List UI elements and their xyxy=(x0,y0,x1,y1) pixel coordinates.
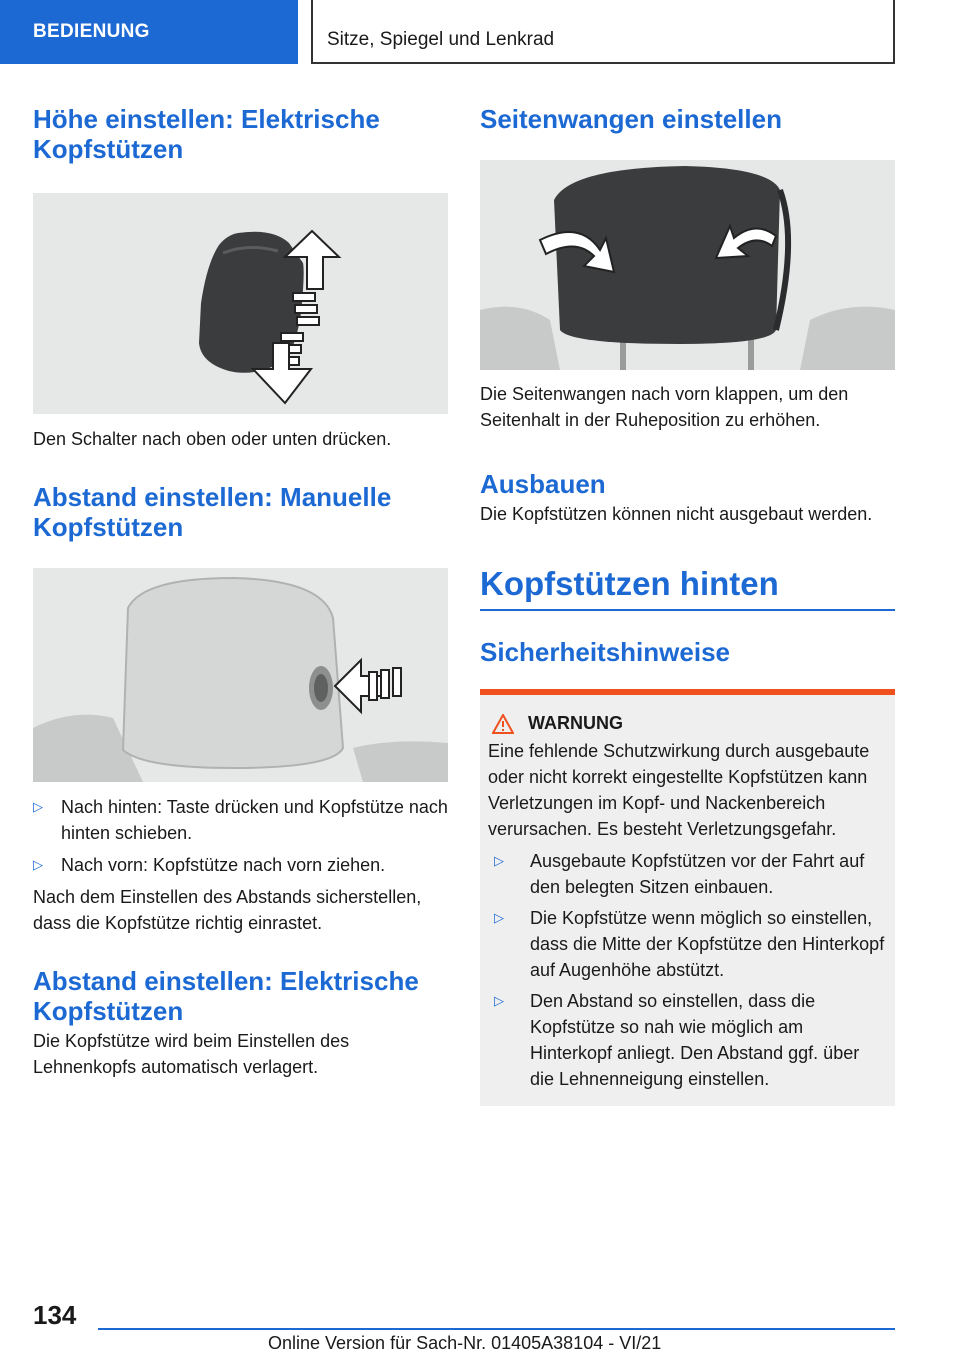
warning-text: Eine fehlende Schutzwirkung durch ausgebaute oder nicht korrekt eingestellte Kopfstützen kann Verletzungen im Kopf- und Nackenbereich verursachen. Es besteht Verletzungsgefahr. xyxy=(488,741,870,839)
header-section-tab: BEDIENUNG xyxy=(0,0,298,64)
text-engage-check: Nach dem Einstellen des Abstands sicherstellen, dass die Kopfstütze richtig einrastet. xyxy=(33,887,422,933)
text-remove: Die Kopfstützen können nicht ausgebaut werden. xyxy=(480,504,873,524)
warning-title-row xyxy=(492,713,887,734)
list-item-text: Den Abstand so einstellen, dass die Kopfstütze so nah wie möglich am Hinterkopf anliegt. Den Abstand ggf. über die Lehnenneigung einstellen. xyxy=(530,991,860,1089)
warning-title: WARNUNG xyxy=(528,713,623,733)
warning-list xyxy=(488,848,887,1092)
heading-distance-electric: Abstand einstellen: Elektrische Kopfstützen xyxy=(33,966,419,1026)
left-column xyxy=(33,104,448,1080)
page-number: 134 xyxy=(33,1300,77,1330)
list-item xyxy=(33,794,448,846)
list-item-text: Nach hinten: Taste drücken und Kopfstütze nach hinten schieben. xyxy=(61,797,448,843)
heading-rear-headrests: Kopfstützen hinten xyxy=(480,565,895,611)
heading-distance-manual: Abstand einstellen: Manuelle Kopfstützen xyxy=(33,482,392,542)
triangle-bullet-icon: ▷ xyxy=(494,853,504,868)
list-item-text: Die Kopfstütze wenn möglich so einstellen, dass die Mitte der Kopfstütze den Hinterkopf auf Augenhöhe abstützt. xyxy=(530,908,885,980)
heading-safety-notes: Sicherheitshinweise xyxy=(480,637,730,667)
heading-height-electric: Höhe einstellen: Elektrische Kopfstützen xyxy=(33,104,380,164)
side-bolster-illustration xyxy=(480,160,895,370)
triangle-bullet-icon: ▷ xyxy=(494,910,504,925)
switch-height-illustration xyxy=(33,193,448,414)
footer-online-version: Online Version für Sach-Nr. 01405A38104 - VI/21 xyxy=(268,1333,662,1353)
list-item xyxy=(33,852,448,878)
list-item xyxy=(494,905,887,983)
manual-adjust-list xyxy=(33,794,448,878)
text-side-bolsters: Die Seitenwangen nach vorn klappen, um den Seitenhalt in der Ruheposition zu erhöhen. xyxy=(480,384,849,430)
triangle-bullet-icon: ▷ xyxy=(33,857,43,872)
list-item xyxy=(494,848,887,900)
list-item-text: Ausgebaute Kopfstützen vor der Fahrt auf den belegten Sitzen einbauen. xyxy=(530,851,865,897)
footer-divider xyxy=(98,1328,895,1330)
manual-headrest-illustration xyxy=(33,568,448,782)
right-column xyxy=(480,104,895,1106)
text-switch-instruction: Den Schalter nach oben oder unten drücken. xyxy=(33,429,392,449)
triangle-bullet-icon: ▷ xyxy=(33,799,43,814)
list-item xyxy=(494,988,887,1092)
warning-triangle-icon xyxy=(492,714,514,734)
header-chapter-title: Sitze, Spiegel und Lenkrad xyxy=(311,0,895,64)
heading-side-bolsters: Seitenwangen einstellen xyxy=(480,104,782,134)
warning-box xyxy=(480,689,895,1106)
text-electric-auto: Die Kopfstütze wird beim Einstellen des Lehnenkopfs automatisch verlagert. xyxy=(33,1031,350,1077)
list-item-text: Nach vorn: Kopfstütze nach vorn ziehen. xyxy=(61,855,386,875)
heading-remove: Ausbauen xyxy=(480,469,606,499)
triangle-bullet-icon: ▷ xyxy=(494,993,504,1008)
